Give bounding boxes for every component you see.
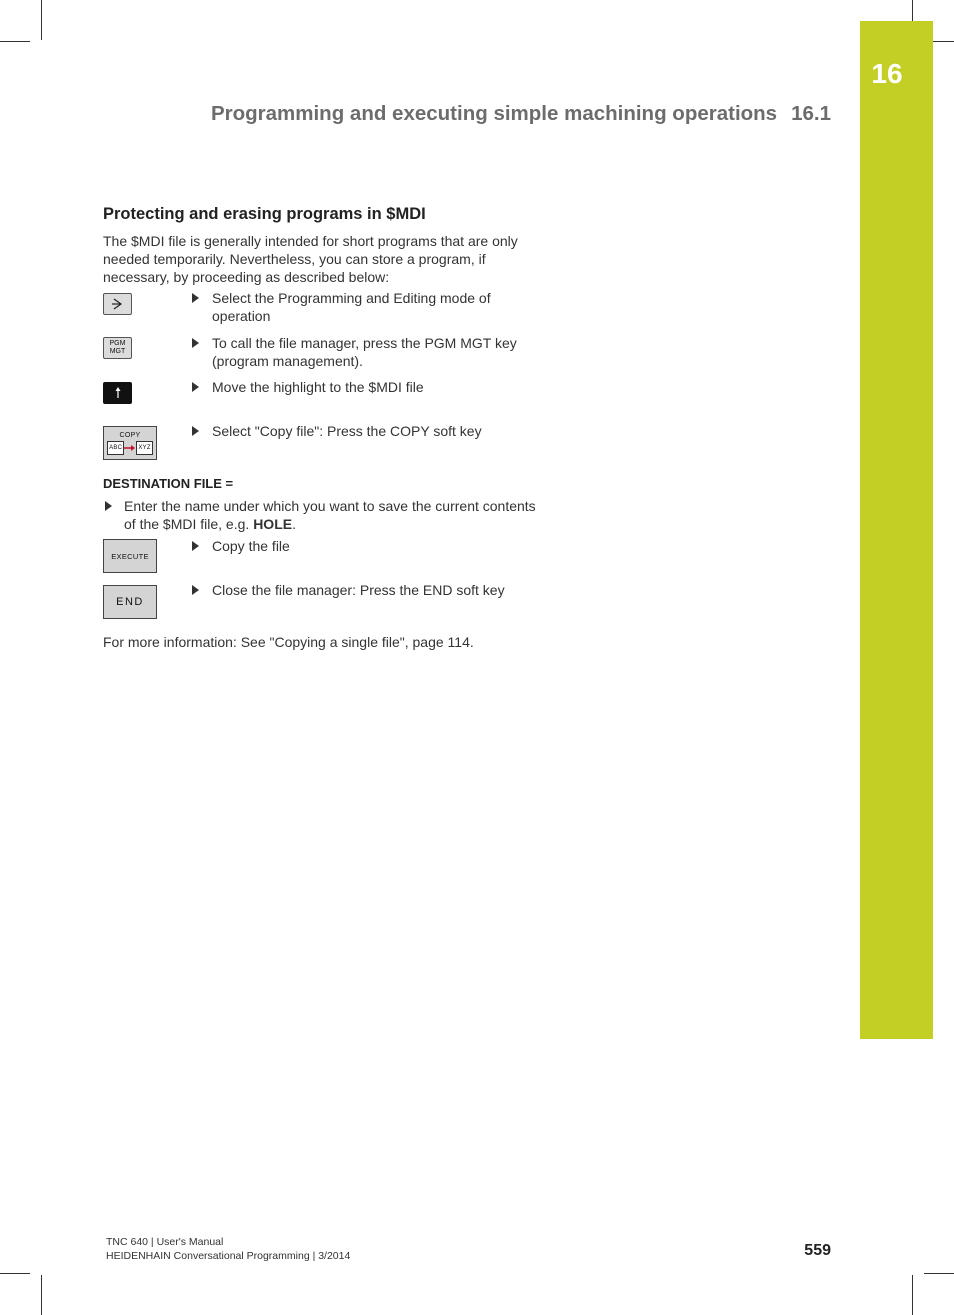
section-heading: Protecting and erasing programs in $MDI [103, 205, 426, 223]
pgm-mgt-label-line2: MGT [109, 348, 126, 355]
step-text: Move the highlight to the $MDI file [212, 379, 424, 395]
triangle-bullet-icon [192, 541, 199, 551]
crop-mark [924, 1273, 954, 1274]
execute-softkey [103, 539, 157, 573]
triangle-bullet-icon [192, 293, 199, 303]
file-from-icon: ABC [107, 441, 124, 455]
copy-softkey [103, 426, 157, 460]
copy-softkey-title: COPY [119, 431, 141, 439]
page-number: 559 [804, 1242, 831, 1259]
triangle-bullet-icon [192, 338, 199, 348]
triangle-bullet-icon [105, 501, 112, 511]
crop-mark [0, 41, 30, 42]
example-file-name: HOLE [253, 516, 293, 532]
footer-line1: TNC 640 | User's Manual [106, 1236, 224, 1248]
destination-step-text [124, 497, 537, 533]
crop-mark [41, 0, 42, 40]
triangle-bullet-icon [192, 585, 199, 595]
destination-step [105, 497, 537, 533]
triangle-bullet-icon [192, 382, 199, 392]
pgm-mgt-key [103, 337, 132, 359]
crop-mark [41, 1275, 42, 1315]
execute-softkey-label: EXECUTE [111, 551, 149, 561]
chapter-title: Programming and executing simple machining operations [210, 102, 778, 125]
step-text: Select the Programming and Editing mode of operation [212, 290, 491, 324]
file-to-icon: XYZ [136, 441, 153, 455]
destination-instruction: Enter the name under which you want to save the current contents of the $MDI file, e.g. [124, 498, 536, 532]
step-text: Copy the file [212, 538, 290, 554]
section-number: 16.1 [791, 102, 831, 125]
step-item [192, 289, 537, 325]
end-softkey [103, 585, 157, 619]
step-item [192, 537, 537, 555]
step-text: Select "Copy file": Press the COPY soft key [212, 423, 482, 439]
intro-paragraph: The $MDI file is generally intended for short programs that are only needed temporarily. Nevertheless, you can store a program, if necessary, by proceeding as described below: [103, 233, 518, 285]
chapter-tab [860, 21, 933, 1039]
arrow-up-key [103, 382, 132, 404]
step-item [192, 334, 537, 370]
arrow-up-icon [114, 386, 122, 400]
triangle-bullet-icon [192, 426, 199, 436]
chapter-number: 16 [871, 58, 903, 89]
edit-mode-icon [111, 297, 125, 311]
step-item [192, 378, 537, 396]
cross-reference: For more information: See "Copying a single file", page 114. [103, 634, 474, 650]
running-head [0, 102, 831, 126]
pgm-mgt-label-line1: PGM [109, 340, 126, 347]
step-text: Close the file manager: Press the END soft key [212, 582, 505, 598]
step-item [192, 422, 537, 440]
copy-icon-row [107, 441, 153, 455]
destination-instruction-end: . [292, 516, 296, 532]
crop-mark [912, 1275, 913, 1315]
end-softkey-label: END [116, 596, 144, 608]
copy-arrow-icon [124, 444, 136, 452]
footer-text [106, 1235, 350, 1263]
step-item [192, 581, 537, 599]
destination-file-label: DESTINATION FILE = [103, 476, 234, 491]
footer-line2: HEIDENHAIN Conversational Programming | 3/2014 [106, 1250, 351, 1262]
crop-mark [0, 1273, 30, 1274]
step-text: To call the file manager, press the PGM MGT key (program management). [212, 335, 517, 369]
programming-mode-key [103, 293, 132, 315]
